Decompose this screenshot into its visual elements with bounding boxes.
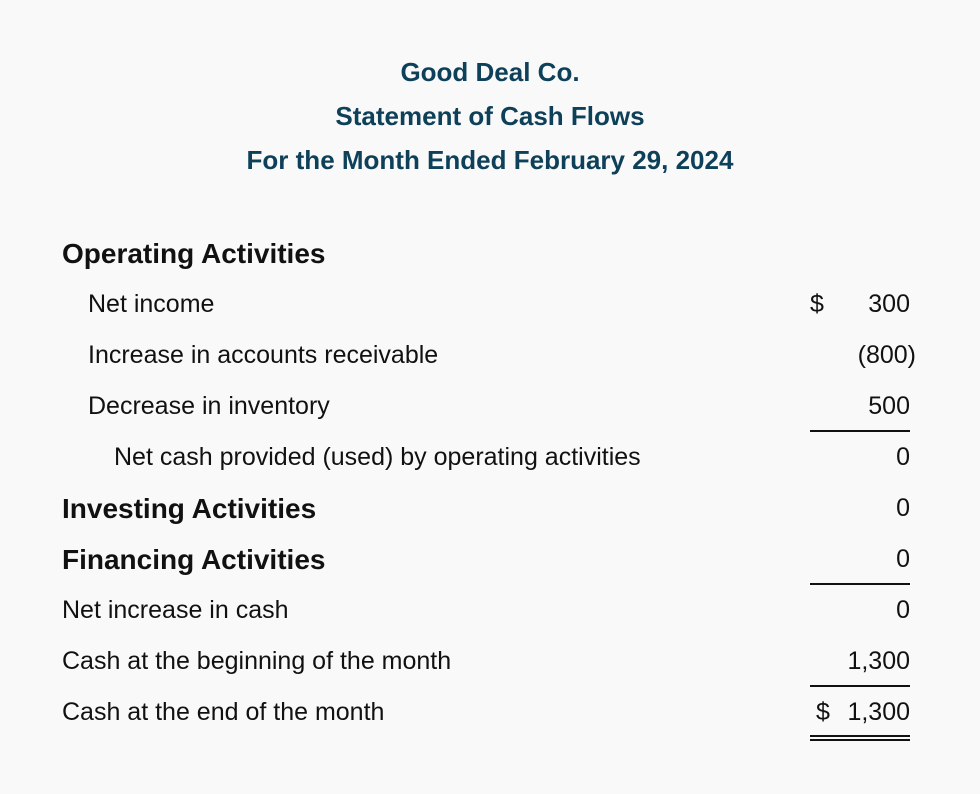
accounts-receivable-label: Increase in accounts receivable	[88, 341, 439, 369]
net-increase-label: Net increase in cash	[62, 596, 289, 624]
cash-end-label: Cash at the end of the month	[62, 698, 385, 726]
net-increase-amount: 0	[896, 596, 910, 624]
net-income-row	[62, 279, 920, 330]
net-cash-operating-label: Net cash provided (used) by operating activities	[114, 443, 641, 471]
cash-end-amount-cell	[810, 687, 910, 738]
investing-activities-heading: Investing Activities	[62, 493, 317, 524]
net-income-currency: $	[810, 290, 824, 318]
accounts-receivable-row	[62, 330, 920, 381]
investing-activities-row	[62, 483, 920, 534]
inventory-amount-cell	[810, 381, 910, 432]
operating-activities-heading: Operating Activities	[62, 238, 326, 269]
cash-beginning-amount: 1,300	[847, 647, 910, 675]
accounts-receivable-amount: (800)	[857, 341, 916, 369]
inventory-row	[62, 381, 920, 432]
net-income-label: Net income	[88, 290, 215, 318]
inventory-amount: 500	[868, 392, 910, 420]
cash-beginning-row	[62, 636, 920, 687]
cash-flow-statement	[62, 228, 920, 738]
net-cash-operating-amount-cell	[810, 432, 910, 483]
net-income-amount: 300	[868, 290, 910, 318]
accounts-receivable-amount-cell	[810, 330, 916, 381]
net-cash-operating-row	[62, 432, 920, 483]
cash-end-currency: $	[816, 698, 830, 726]
cash-beginning-label: Cash at the beginning of the month	[62, 647, 452, 675]
inventory-label: Decrease in inventory	[88, 392, 330, 420]
financing-amount: 0	[896, 545, 910, 573]
statement-header	[0, 50, 980, 182]
cash-beginning-amount-cell	[810, 636, 910, 687]
statement-period: For the Month Ended February 29, 2024	[246, 145, 734, 175]
net-increase-amount-cell	[810, 585, 910, 636]
operating-activities-heading-row	[62, 228, 920, 279]
cash-end-row	[62, 687, 920, 738]
financing-activities-row	[62, 534, 920, 585]
cash-end-amount: 1,300	[847, 698, 910, 726]
financing-activities-heading: Financing Activities	[62, 544, 326, 575]
company-name: Good Deal Co.	[400, 57, 580, 87]
investing-amount-cell	[810, 483, 910, 534]
net-increase-row	[62, 585, 920, 636]
investing-amount: 0	[896, 494, 910, 522]
financing-amount-cell	[810, 534, 910, 585]
statement-title: Statement of Cash Flows	[335, 101, 645, 131]
net-income-amount-cell	[810, 279, 910, 330]
net-cash-operating-amount: 0	[896, 443, 910, 471]
